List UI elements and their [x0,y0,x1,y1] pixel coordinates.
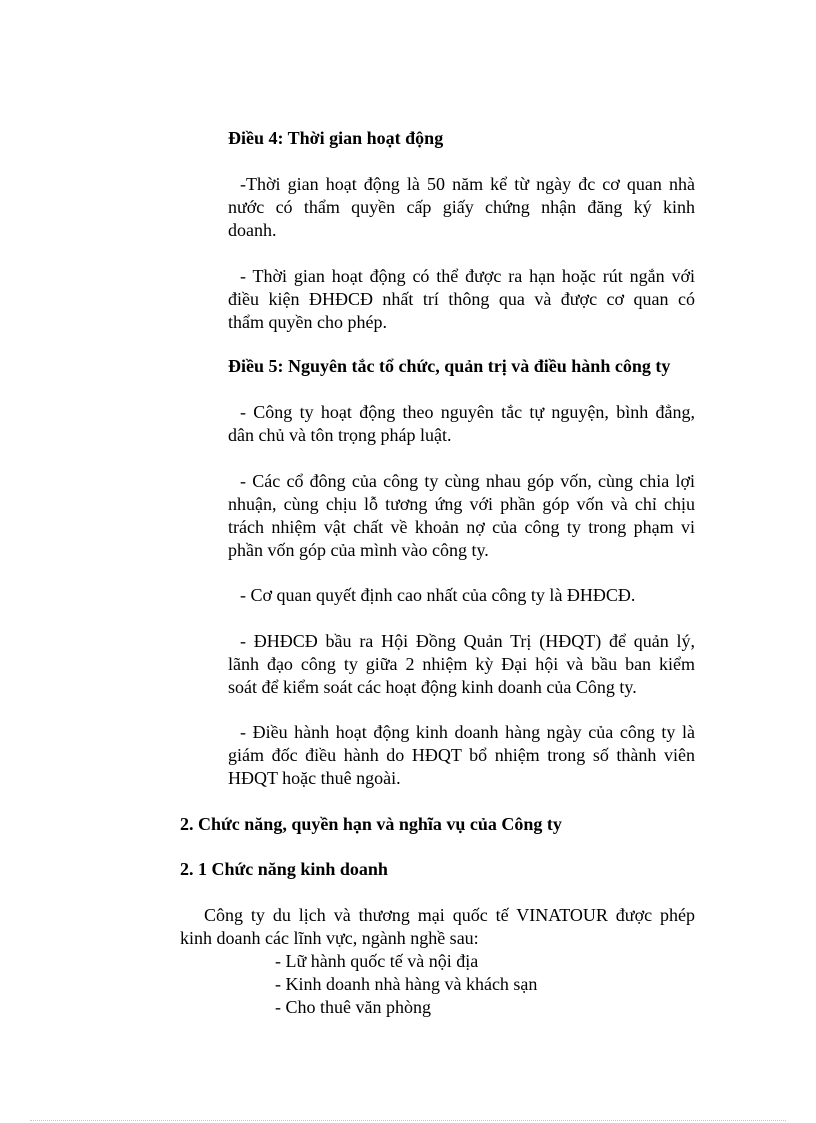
section-2-heading: 2. Chức năng, quyền hạn và nghĩa vụ của Công ty [180,814,562,834]
section-2-1-intro: Công ty du lịch và thương mại quốc tế VINATOUR được phép kinh doanh các lĩnh vực, ngành nghề sau: [180,905,695,948]
list-item: - Kinh doanh nhà hàng và khách sạn [275,974,538,994]
business-lines-list [275,950,537,1019]
article-5-paragraph-2: - Các cổ đông của công ty cùng nhau góp vốn, cùng chia lợi nhuận, cùng chịu lỗ tương ứng với phần góp vốn và chỉ chịu trách nhiệm vật chất về khoản nợ của công ty trong phạm vi phần vốn góp của mình vào công ty. [228,471,695,560]
article-5-paragraph-5: - Điều hành hoạt động kinh doanh hàng ngày của công ty là giám đốc điều hành do HĐQT bổ nhiệm trong số thành viên HĐQT hoặc thuê ngoài. [228,722,695,788]
page-bottom-divider [30,1120,786,1121]
list-item: - Lữ hành quốc tế và nội địa [275,951,479,971]
article-5-paragraph-3: - Cơ quan quyết định cao nhất của công ty là ĐHĐCĐ. [240,585,636,605]
article-5-paragraph-4: - ĐHĐCĐ bầu ra Hội Đồng Quản Trị (HĐQT) để quản lý, lãnh đạo công ty giữa 2 nhiệm kỳ Đại hội và bầu ban kiểm soát để kiểm soát các hoạt động kinh doanh của Công ty. [228,631,695,697]
section-2-1-heading: 2. 1 Chức năng kinh doanh [180,859,388,879]
article-5-paragraph-1: - Công ty hoạt động theo nguyên tắc tự nguyện, bình đẳng, dân chủ và tôn trọng pháp luật. [228,402,695,445]
article-4-paragraph-2: - Thời gian hoạt động có thể được ra hạn hoặc rút ngắn với điều kiện ĐHĐCĐ nhất trí thông qua và được cơ quan có thẩm quyền cho phép. [228,266,695,332]
article-4-paragraph-1: -Thời gian hoạt động là 50 năm kể từ ngày đc cơ quan nhà nước có thẩm quyền cấp giấy chứng nhận đăng ký kinh doanh. [228,174,695,240]
list-item: - Cho thuê văn phòng [275,997,431,1017]
article-4-heading: Điều 4: Thời gian hoạt động [228,128,444,148]
article-5-heading: Điều 5: Nguyên tắc tổ chức, quản trị và điều hành công ty [228,356,671,376]
